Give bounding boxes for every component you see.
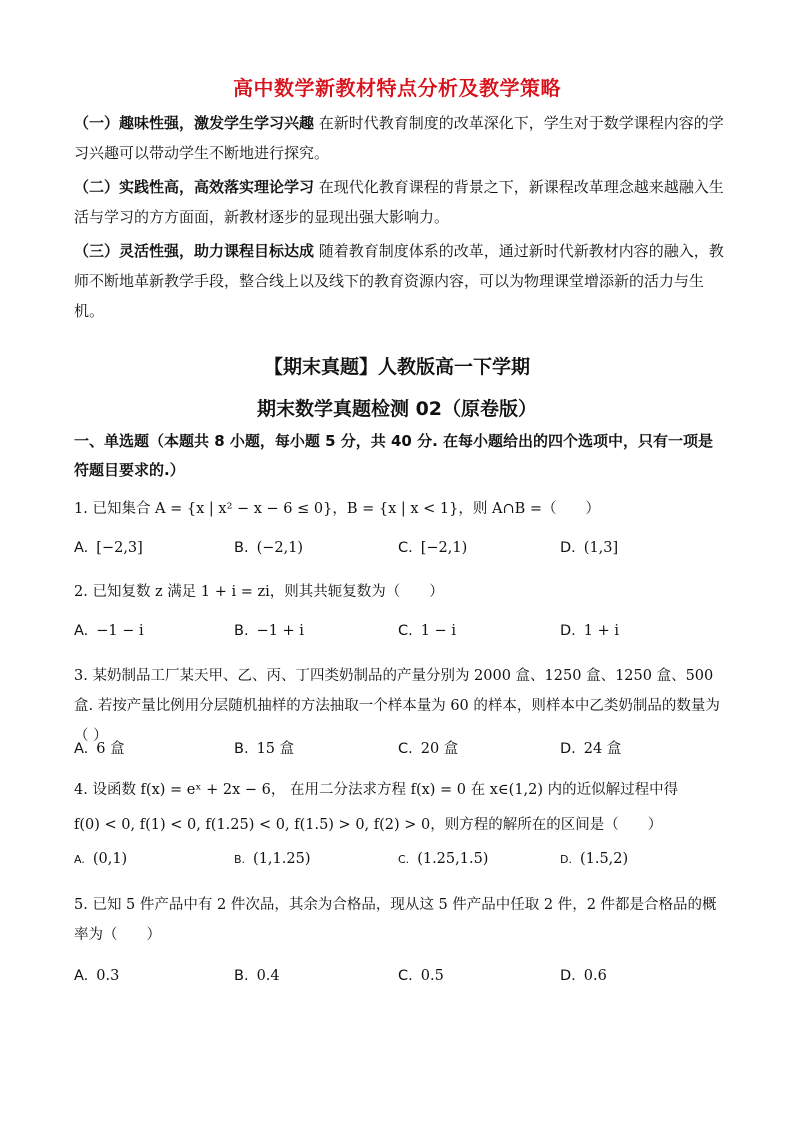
option-c: C. [−2,1) [398, 540, 468, 556]
option-d: D. (1.5,2) [560, 851, 629, 867]
intro-text-1: 在新时代教育制度的改革深化下，学生对于数学课程内容的学习兴趣可以带动学生不断地进行探究。 [74, 114, 724, 162]
option-a: A. (0,1) [74, 851, 128, 867]
option-a: A. 6 盒 [74, 741, 125, 757]
question-3-stem: 3. 某奶制品工厂某天甲、乙、丙、丁四类奶制品的产量分别为 2000 盒、1250 盒、1250 盒、500 盒. 若按产量比例用分层随机抽样的方法抽取一个样本量为 60 的样本，则样本中乙类奶制品的数量为（ ） [74, 668, 720, 744]
section-heading: 一、单选题（本题共 8 小题，每小题 5 分，共 40 分. 在每小题给出的四个选项中，只有一项是符题目要求的.） [74, 432, 714, 479]
question-1-stem: 1. 已知集合 A = {x | x² − x − 6 ≤ 0}，B = {x | x < 1}，则 A∩B =（ ） [74, 501, 601, 517]
question-3-options [74, 737, 724, 759]
question-4-options [74, 851, 724, 873]
option-b: B. (1,1.25) [234, 851, 311, 867]
option-c: C. 1 − i [398, 623, 456, 639]
option-c: C. 0.5 [398, 968, 444, 984]
question-4-stem: 4. 设函数 f(x) = eˣ + 2x − 6， 在用二分法求方程 f(x) = 0 在 x∈(1,2) 内的近似解过程中得 [74, 782, 679, 798]
option-b: B. −1 + i [234, 623, 304, 639]
exam-title-line-2: 期末数学真题检测 02（原卷版） [256, 398, 538, 420]
option-d: D. 0.6 [560, 968, 607, 984]
option-c: C. (1.25,1.5) [398, 851, 489, 867]
option-d: D. 1 + i [560, 623, 620, 639]
option-a: A. 0.3 [74, 968, 120, 984]
document-title: 高中数学新教材特点分析及教学策略 [233, 76, 561, 100]
intro-paragraph-1 [74, 108, 724, 168]
option-b: B. 15 盒 [234, 741, 295, 757]
question-4-stem-line-2: f(0) < 0, f(1) < 0, f(1.25) < 0, f(1.5) > 0, f(2) > 0，则方程的解所在的区间是（ ） [74, 817, 663, 833]
question-2-options [74, 623, 724, 645]
intro-lead-3: （三）灵活性强，助力课程目标达成 [74, 242, 315, 260]
intro-paragraph-3 [74, 236, 724, 326]
option-c: C. 20 盒 [398, 741, 459, 757]
option-d: D. 24 盒 [560, 741, 622, 757]
question-2-stem: 2. 已知复数 z 满足 1 + i = zi，则其共轭复数为（ ） [74, 584, 444, 600]
option-b: B. 0.4 [234, 968, 280, 984]
exam-title-line-1: 【期末真题】人教版高一下学期 [263, 356, 530, 378]
intro-text-2: 在现代化教育课程的背景之下，新课程改革理念越来越融入生活与学习的方方面面，新教材逐步的显现出强大影响力。 [74, 178, 724, 226]
question-5-options [74, 968, 724, 990]
intro-lead-2: （二）实践性高，高效落实理论学习 [74, 178, 315, 196]
intro-lead-1: （一）趣味性强，激发学生学习兴趣 [74, 114, 315, 132]
question-5-stem: 5. 已知 5 件产品中有 2 件次品，其余为合格品，现从这 5 件产品中任取 2 件，2 件都是合格品的概率为（ ） [74, 897, 717, 943]
intro-text-3: 随着教育制度体系的改革，通过新时代新教材内容的融入，教师不断地革新教学手段，整合线上以及线下的教育资源内容，可以为物理课堂增添新的活力与生机。 [74, 242, 724, 320]
option-a: A. −1 − i [74, 623, 144, 639]
option-a: A. [−2,3] [74, 540, 143, 556]
question-1-options [74, 540, 724, 562]
option-b: B. (−2,1) [234, 540, 304, 556]
intro-paragraph-2 [74, 172, 724, 232]
option-d: D. (1,3] [560, 540, 619, 556]
